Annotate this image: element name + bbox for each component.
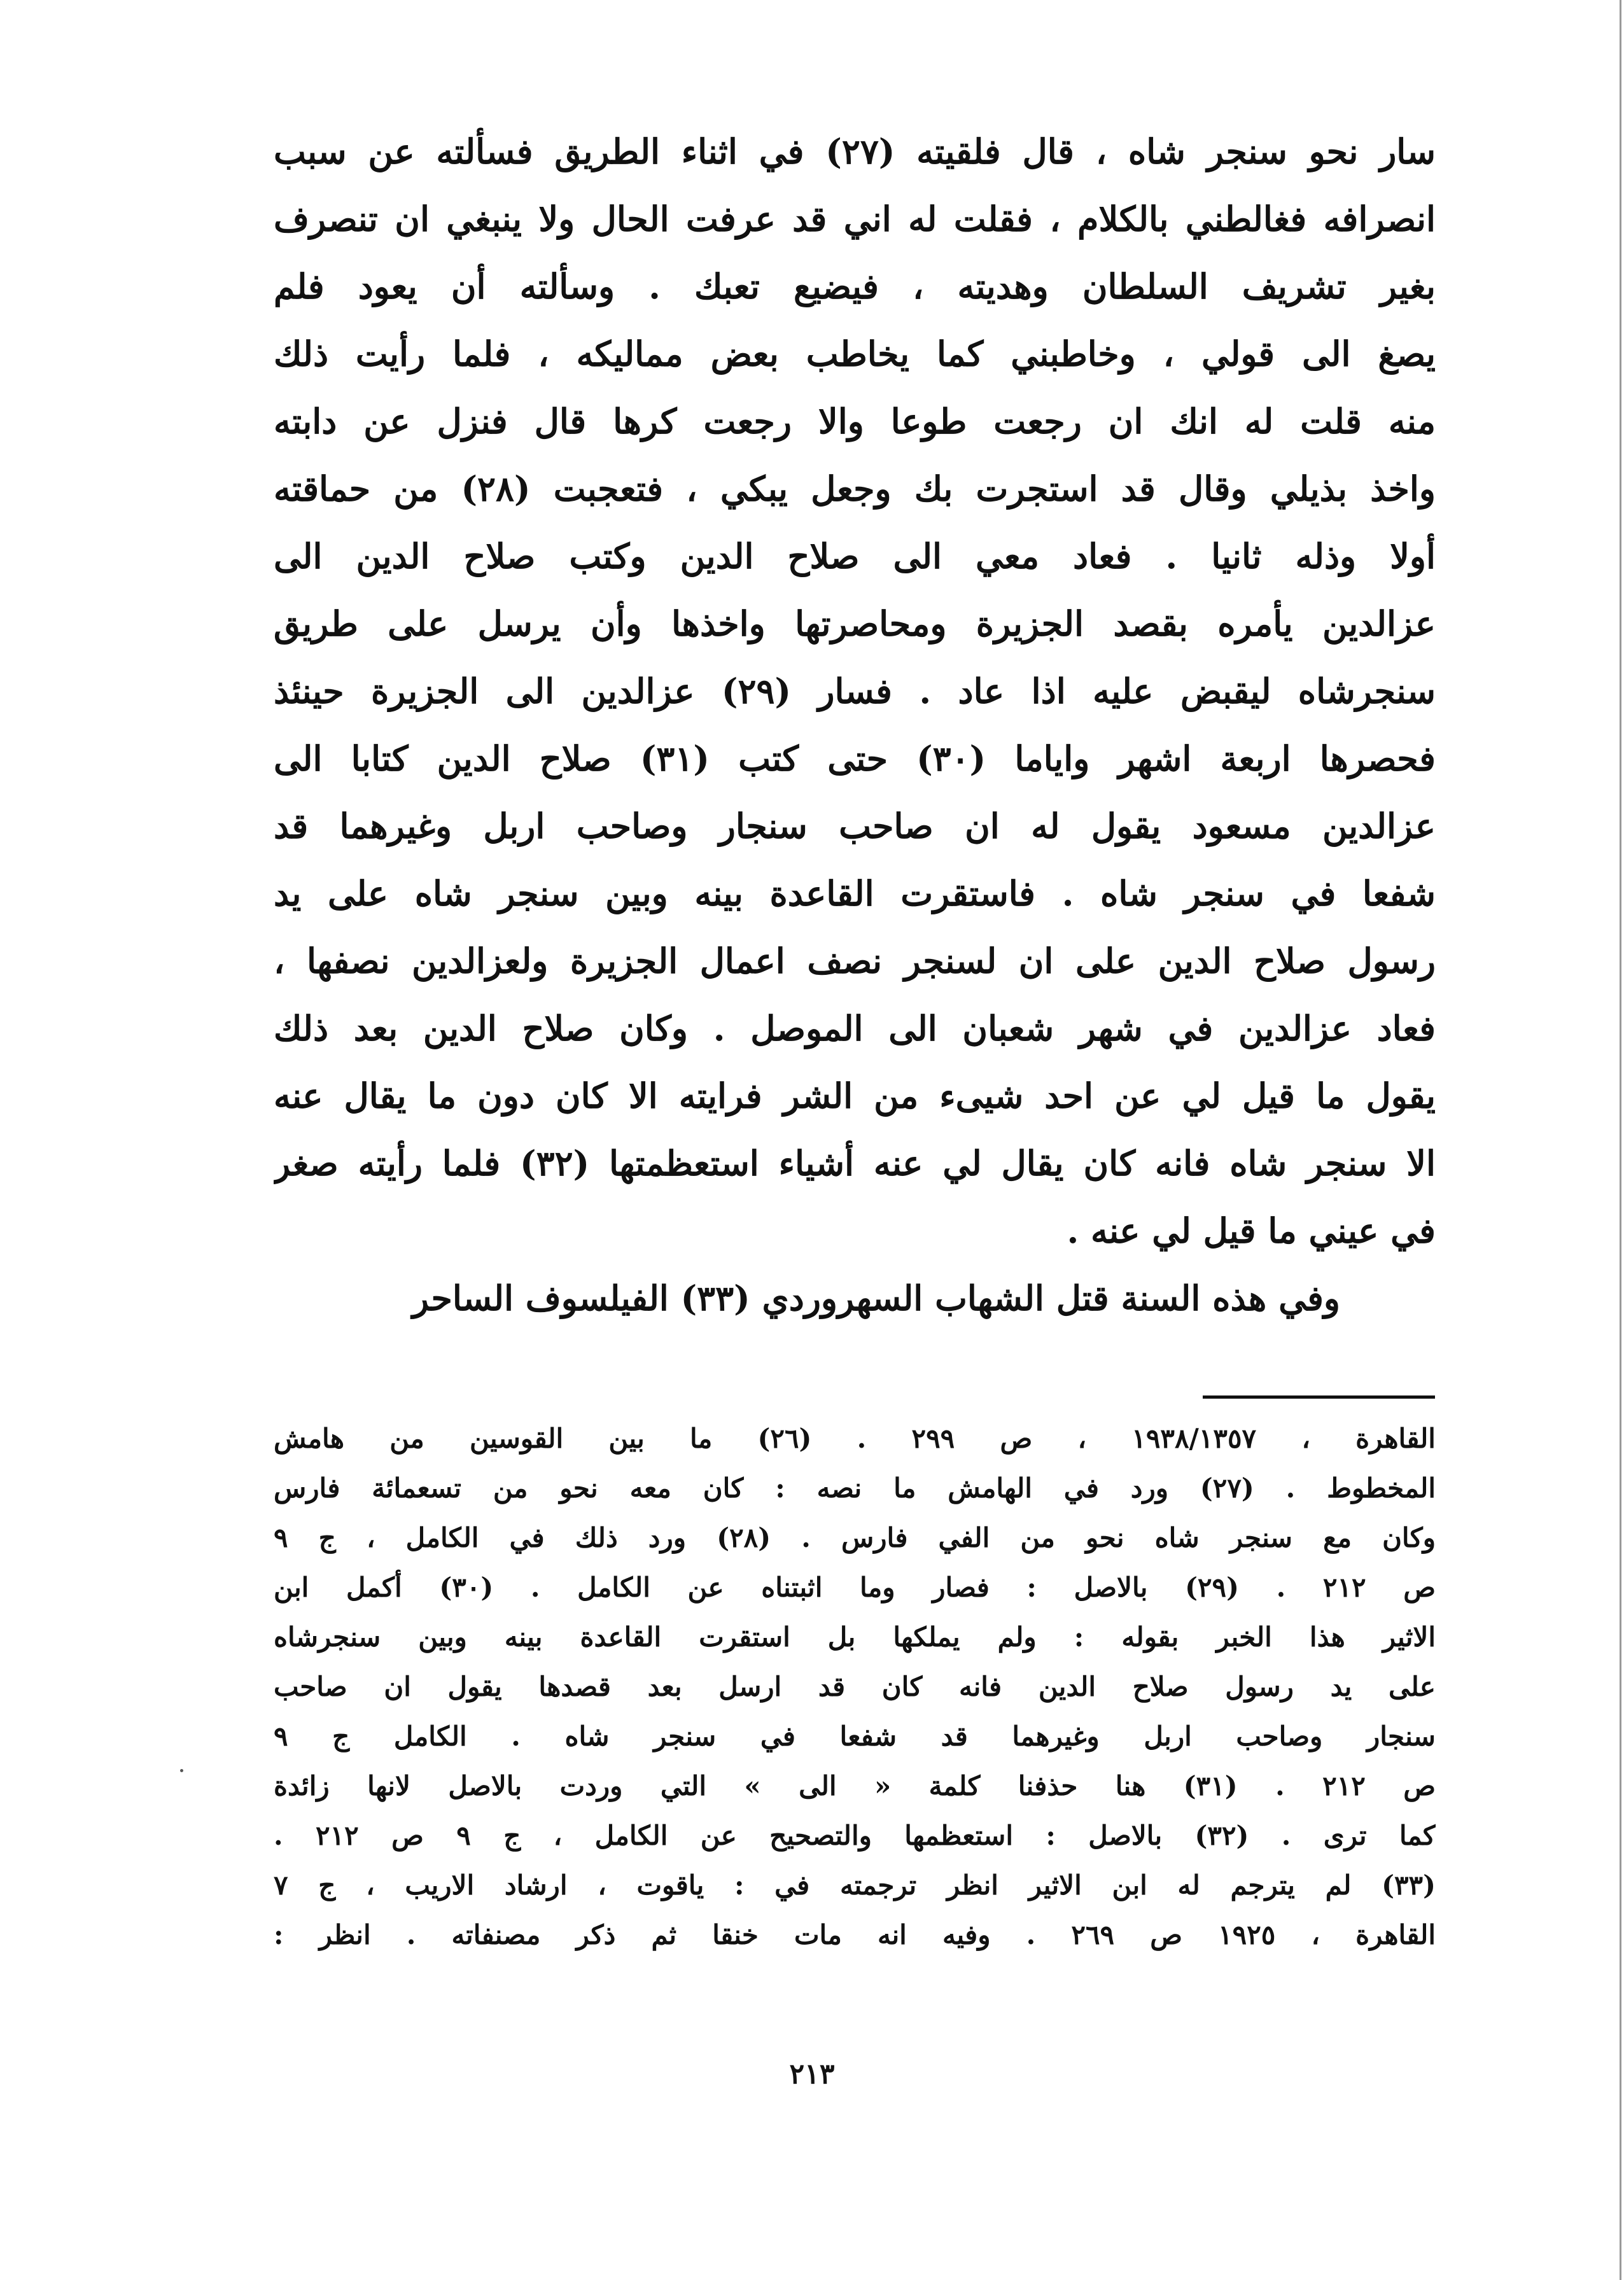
main-text-line: سار نحو سنجر شاه ، قال فلقيته (٢٧) في اثناء الطريق فسألته عن سبب (274, 131, 1436, 172)
footnote-line: ص ٢١٢ . (٢٩) بالاصل : فصار وما اثبتناه عن الكامل . (٣٠) أكمل ابن (274, 1572, 1436, 1603)
scan-edge-line (1620, 0, 1621, 2280)
main-text-line: وفي هذه السنة قتل الشهاب السهروردي (٣٣) الفيلسوف الساحر (412, 1278, 1340, 1318)
footnote-divider (1203, 1395, 1435, 1399)
footnote-line: ص ٢١٢ . (٣١) هنا حذفنا كلمة « الى » التي وردت بالاصل لانها زائدة (274, 1770, 1436, 1801)
main-text-line: بغير تشريف السلطان وهديته ، فيضيع تعبك . وسألته أن يعود فلم (274, 266, 1436, 307)
main-text (274, 118, 1436, 1332)
main-text-line: أولا وذله ثانيا . فعاد معي الى صلاح الدين وكتب صلاح الدين الى (274, 536, 1436, 577)
main-text-line: الا سنجر شاه فانه كان يقال لي عنه أشياء استعظمتها (٣٢) فلما رأيته صغر (274, 1143, 1436, 1184)
footnote-line: القاهرة ، ١٩٢٥ ص ٢٦٩ . وفيه انه مات خنقا ثم ذكر مصنفاته . انظر : (274, 1919, 1436, 1950)
main-text-line: فعاد عزالدين في شهر شعبان الى الموصل . وكان صلاح الدين بعد ذلك (274, 1008, 1436, 1049)
main-text-line: سنجرشاه ليقبض عليه اذا عاد . فسار (٢٩) عزالدين الى الجزيرة حينئذ (274, 671, 1436, 711)
main-text-line: رسول صلاح الدين على ان لسنجر نصف اعمال الجزيرة ولعزالدين نصفها ، (274, 941, 1436, 981)
footnote-line: المخطوط . (٢٧) ورد في الهامش ما نصه : كان معه نحو من تسعمائة فارس (274, 1472, 1436, 1504)
footnote-line: (٣٣) لم يترجم له ابن الاثير انظر ترجمته في : ياقوت ، ارشاد الاريب ، ج ٧ (274, 1870, 1436, 1901)
main-text-line: عزالدين مسعود يقول له ان صاحب سنجار وصاحب اربل وغيرهما قد (274, 806, 1436, 846)
main-text-line: يصغ الى قولي ، وخاطبني كما يخاطب بعض مماليكه ، فلما رأيت ذلك (274, 333, 1436, 374)
main-text-line: شفعا في سنجر شاه . فاستقرت القاعدة بينه وبين سنجر شاه على يد (274, 873, 1436, 914)
page-number: ٢١٣ (789, 2058, 835, 2090)
main-text-line: واخذ بذيلي وقال قد استجرت بك وجعل يبكي ، فتعجبت (٢٨) من حماقته (274, 468, 1436, 509)
footnote-line: القاهرة ، ١٩٣٨/١٣٥٧ ، ص ٢٩٩ . (٢٦) ما بين القوسين من هامش (274, 1423, 1436, 1454)
main-text-line: انصرافه فغالطني بالكلام ، فقلت له اني قد عرفت الحال ولا ينبغي ان تنصرف (274, 199, 1436, 239)
scan-speck (180, 1769, 183, 1772)
footnotes (274, 1414, 1436, 1960)
footnote-line: الاثير هذا الخبر بقوله : ولم يملكها بل استقرت القاعدة بينه وبين سنجرشاه (274, 1621, 1436, 1653)
main-text-line: يقول ما قيل لي عن احد شيىء من الشر فرايته الا كان دون ما يقال عنه (274, 1075, 1436, 1116)
footnote-line: كما ترى . (٣٢) بالاصل : استعظمها والتصحيح عن الكامل ، ج ٩ ص ٢١٢ . (274, 1820, 1436, 1851)
main-text-line: في عيني ما قيل لي عنه . (1067, 1210, 1436, 1251)
main-text-line: منه قلت له انك ان رجعت طوعا والا رجعت كرها قال فنزل عن دابته (274, 401, 1436, 442)
footnote-line: وكان مع سنجر شاه نحو من الفي فارس . (٢٨) ورد ذلك في الكامل ، ج ٩ (274, 1522, 1436, 1553)
footnote-line: على يد رسول صلاح الدين فانه كان قد ارسل بعد قصدها يقول ان صاحب (274, 1671, 1436, 1702)
main-text-line: فحصرها اربعة اشهر واياما (٣٠) حتى كتب (٣١) صلاح الدين كتابا الى (274, 738, 1436, 779)
footnote-line: سنجار وصاحب اربل وغيرهما قد شفعا في سنجر شاه . الكامل ج ٩ (274, 1721, 1436, 1752)
main-text-line: عزالدين يأمره بقصد الجزيرة ومحاصرتها واخذها وأن يرسل على طريق (274, 603, 1436, 644)
